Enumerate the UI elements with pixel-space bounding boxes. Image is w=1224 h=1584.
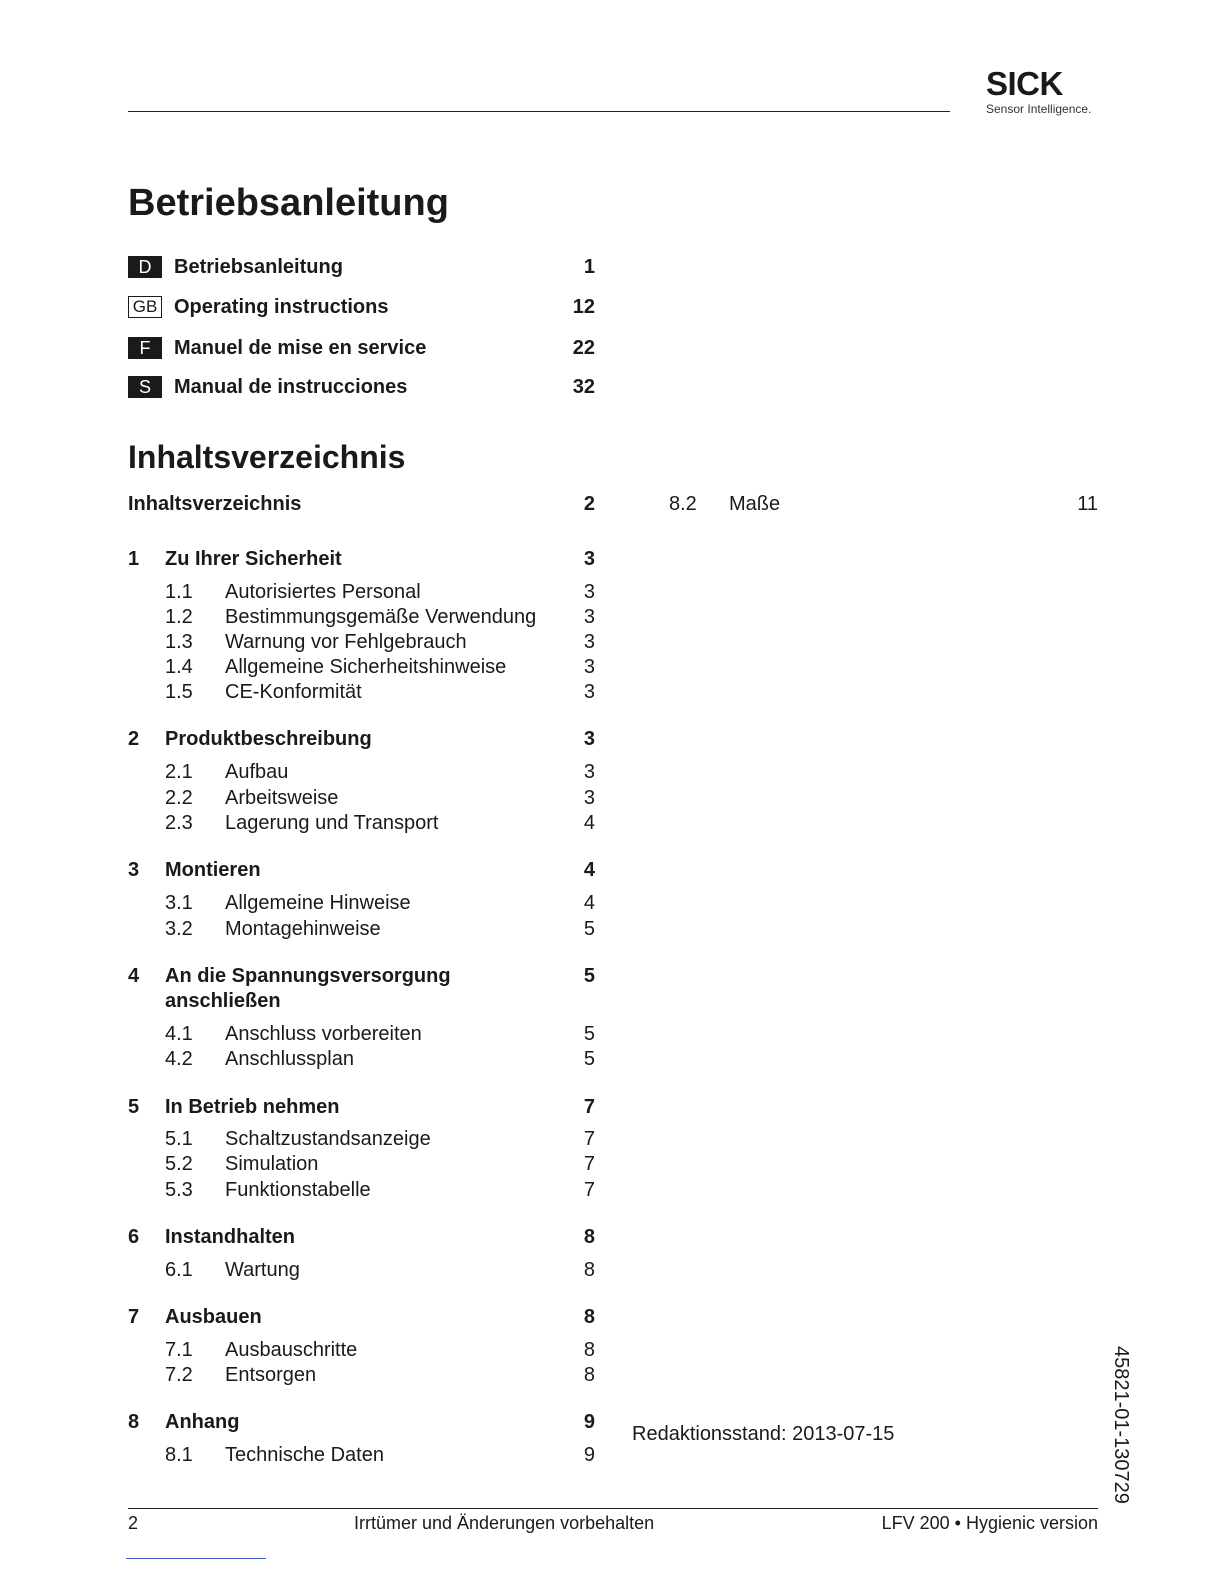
- toc-subsection-label: Warnung vor Fehlgebrauch: [225, 631, 467, 653]
- toc-section-number: 7: [128, 1306, 140, 1328]
- toc-section-label: Anhang: [165, 1411, 240, 1433]
- language-label: Operating instructions: [174, 296, 389, 318]
- toc-section: [128, 726, 595, 752]
- toc-subsection-label: Bestimmungsgemäße Verwendung: [225, 606, 537, 628]
- toc-section-label: Produktbeschreibung: [165, 728, 372, 750]
- footer-disclaimer: Irrtümer und Änderungen vorbehalten: [354, 1513, 655, 1533]
- footer-page-number: 2: [128, 1513, 139, 1533]
- toc-subsection: [632, 491, 1098, 517]
- toc-section-page: 7: [583, 1096, 595, 1118]
- toc-subsection-label: Montagehinweise: [225, 918, 381, 940]
- logo-wordmark: SICK: [986, 65, 1063, 102]
- toc-subsection-page: 9: [583, 1444, 595, 1466]
- language-row: [128, 294, 595, 320]
- toc-subsection-label: Allgemeine Sicherheitshinweise: [225, 656, 507, 678]
- toc-subsection-page: 3: [583, 631, 595, 653]
- toc-subsection: [128, 1362, 595, 1388]
- language-label: Betriebsanleitung: [174, 256, 343, 278]
- toc-subsection-page: 3: [583, 656, 595, 678]
- toc-section-label: Zu Ihrer Sicherheit: [165, 548, 342, 570]
- toc-subsection-page: 3: [583, 787, 595, 809]
- toc-subsection-number: 8.2: [669, 493, 697, 515]
- link-underline: [126, 1558, 266, 1559]
- toc-subsection-label: Wartung: [225, 1259, 300, 1281]
- toc-subsection: [128, 759, 595, 785]
- document-number-text: 45821-01-130729: [1110, 1346, 1132, 1504]
- toc-subsection: [128, 1337, 595, 1363]
- toc-subsection-number: 2.3: [165, 812, 193, 834]
- toc-subsection-page: 7: [583, 1128, 595, 1150]
- header-rule: [128, 111, 950, 112]
- toc-section-number: 1: [128, 548, 140, 570]
- toc-subsection-number: 3.2: [165, 918, 193, 940]
- toc-subsection-number: 5.2: [165, 1153, 193, 1175]
- toc-subsection-page: 5: [583, 1023, 595, 1045]
- toc-subsection-number: 1.5: [165, 681, 193, 703]
- toc-section-number: 5: [128, 1096, 140, 1118]
- toc-subsection-page: 8: [583, 1364, 595, 1386]
- toc-subsection-number: 8.1: [165, 1444, 193, 1466]
- language-row: [128, 335, 595, 361]
- toc-subsection-page: 8: [583, 1259, 595, 1281]
- toc-subsection-number: 4.2: [165, 1048, 193, 1070]
- language-badge: GB: [128, 296, 162, 318]
- toc-subsection-label: Ausbauschritte: [225, 1339, 358, 1361]
- toc-section: [128, 1409, 595, 1435]
- toc-subsection: [128, 1442, 595, 1468]
- language-badge: F: [128, 337, 162, 359]
- toc-subsection-number: 7.1: [165, 1339, 193, 1361]
- logo-tagline: Sensor Intelligence.: [986, 102, 1092, 116]
- toc-section-number: 2: [128, 728, 140, 750]
- document-number: [1108, 1346, 1134, 1510]
- language-page: 32: [572, 376, 595, 398]
- language-label: Manuel de mise en service: [174, 337, 427, 359]
- language-badge: S: [128, 376, 162, 398]
- toc-subsection-label: Schaltzustandsanzeige: [225, 1128, 431, 1150]
- toc-subsection-page: 7: [583, 1153, 595, 1175]
- page-title: Betriebsanleitung: [128, 182, 449, 224]
- toc-subsection: [128, 604, 595, 630]
- toc-subsection-label: Allgemeine Hinweise: [225, 892, 411, 914]
- toc-subsection-label: Aufbau: [225, 761, 289, 783]
- toc-section-label-line1: An die Spannungsversorgung: [165, 965, 451, 987]
- toc-subsection-number: 1.1: [165, 581, 193, 603]
- toc-subsection-number: 2.2: [165, 787, 193, 809]
- toc-subsection-label: CE-Konformität: [225, 681, 362, 703]
- toc-section: [128, 1304, 595, 1330]
- toc-subsection: [128, 1151, 595, 1177]
- toc-subsection-number: 3.1: [165, 892, 193, 914]
- toc-subsection-page: 4: [583, 892, 595, 914]
- toc-subsection: [128, 629, 595, 655]
- toc-subsection-number: 7.2: [165, 1364, 193, 1386]
- toc-section-number: 6: [128, 1226, 140, 1248]
- toc-subsection-label: Arbeitsweise: [225, 787, 339, 809]
- toc-section-label-line2: anschließen: [165, 990, 281, 1012]
- toc-subsection-page: 11: [1077, 493, 1098, 515]
- toc-section-page: 8: [583, 1226, 595, 1248]
- toc-subsection: [128, 579, 595, 605]
- toc-subsection: [128, 1257, 595, 1283]
- toc-section: [128, 1094, 595, 1120]
- toc-subsection-page: 5: [583, 918, 595, 940]
- toc-subsection-number: 1.3: [165, 631, 193, 653]
- language-page: 1: [583, 256, 595, 278]
- toc-subsection-label: Autorisiertes Personal: [225, 581, 421, 603]
- toc-subsection: [128, 654, 595, 680]
- toc-section-label: Ausbauen: [165, 1306, 262, 1328]
- toc-subsection-number: 1.2: [165, 606, 193, 628]
- toc-subsection: [128, 679, 595, 705]
- toc-subsection-number: 5.3: [165, 1179, 193, 1201]
- toc-subsection-page: 3: [583, 761, 595, 783]
- toc-section-number: 8: [128, 1411, 140, 1433]
- language-row: [128, 374, 595, 400]
- toc-subsection-page: 4: [583, 812, 595, 834]
- footer-product: LFV 200 • Hygienic version: [881, 1513, 1098, 1533]
- language-page: 22: [572, 337, 595, 359]
- toc-subsection-label: Funktionstabelle: [225, 1179, 371, 1201]
- language-badge: D: [128, 256, 162, 278]
- toc-section: [128, 1224, 595, 1250]
- toc-subsection-number: 2.1: [165, 761, 193, 783]
- toc-subsection-page: 8: [583, 1339, 595, 1361]
- toc-section-label: Instandhalten: [165, 1226, 296, 1248]
- toc-section-page: 5: [583, 965, 595, 987]
- toc-section-number: 3: [128, 859, 140, 881]
- toc-subsection: [128, 1126, 595, 1152]
- toc-subsection-number: 5.1: [165, 1128, 193, 1150]
- language-page: 12: [572, 296, 595, 318]
- toc-subsection-label: Anschluss vorbereiten: [225, 1023, 422, 1045]
- toc-subsection-number: 1.4: [165, 656, 193, 678]
- toc-subsection-label: Entsorgen: [225, 1364, 317, 1386]
- toc-section-number: 4: [128, 965, 140, 987]
- sick-logo: [986, 66, 1116, 116]
- toc-subsection-label: Simulation: [225, 1153, 319, 1175]
- toc-subsection: [128, 1021, 595, 1047]
- toc-heading: Inhaltsverzeichnis: [128, 439, 406, 475]
- toc-subsection-page: 3: [583, 606, 595, 628]
- toc-section-label: Montieren: [165, 859, 261, 881]
- toc-entry-page: 2: [583, 493, 595, 515]
- toc-subsection: [128, 810, 595, 836]
- toc-section-page: 9: [583, 1411, 595, 1433]
- toc-subsection: [128, 785, 595, 811]
- toc-subsection: [128, 916, 595, 942]
- language-label: Manual de instrucciones: [174, 376, 408, 398]
- toc-section: [128, 546, 595, 572]
- toc-subsection-page: 3: [583, 581, 595, 603]
- toc-subsection-number: 6.1: [165, 1259, 193, 1281]
- language-row: [128, 254, 595, 280]
- toc-subsection-label: Maße: [729, 493, 781, 515]
- toc-entry: [128, 491, 595, 517]
- toc-subsection-page: 7: [583, 1179, 595, 1201]
- toc-subsection: [128, 890, 595, 916]
- toc-entry-label: Inhaltsverzeichnis: [128, 493, 302, 515]
- toc-subsection-number: 4.1: [165, 1023, 193, 1045]
- toc-section-label: In Betrieb nehmen: [165, 1096, 340, 1118]
- footer-rule: [128, 1508, 1098, 1509]
- toc-subsection-label: Anschlussplan: [225, 1048, 354, 1070]
- toc-subsection-page: 5: [583, 1048, 595, 1070]
- edit-status: Redaktionsstand: 2013-07-15: [632, 1423, 895, 1445]
- toc-subsection-label: Technische Daten: [225, 1444, 384, 1466]
- toc-section: [128, 963, 595, 1015]
- toc-subsection: [128, 1046, 595, 1072]
- toc-section: [128, 857, 595, 883]
- toc-subsection: [128, 1177, 595, 1203]
- toc-subsection-page: 3: [583, 681, 595, 703]
- toc-section-page: 3: [583, 548, 595, 570]
- toc-subsection-label: Lagerung und Transport: [225, 812, 439, 834]
- toc-section-page: 3: [583, 728, 595, 750]
- toc-section-page: 4: [583, 859, 595, 881]
- toc-section-page: 8: [583, 1306, 595, 1328]
